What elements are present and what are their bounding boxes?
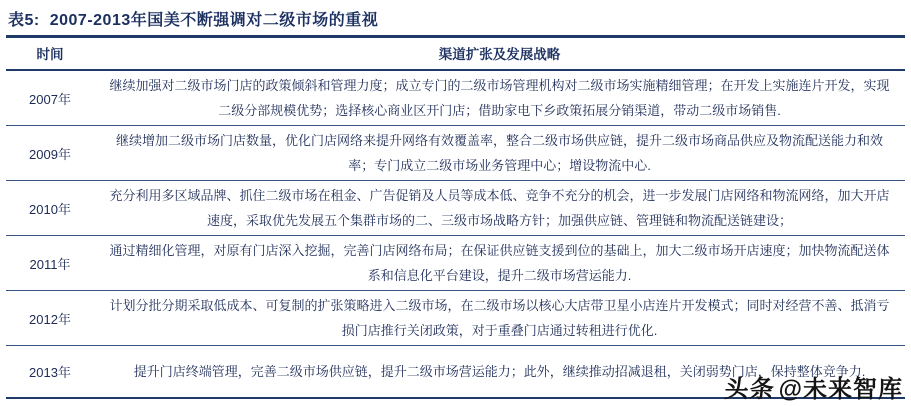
strategy-table bbox=[6, 35, 905, 399]
strategy-cell: 继续增加二级市场门店数量，优化门店网络来提升网络有效覆盖率，整合二级市场供应链，提升二级市场商品供应及物流配送能力和效率；专门成立二级市场业务管理中心；增设物流中心. bbox=[115, 133, 883, 173]
table-row bbox=[6, 290, 905, 345]
strategy-cell: 计划分批分期采取低成本、可复制的扩张策略进入二级市场，在二级市场以核心大店带卫星小店连片开发模式；同时对经营不善、抵消亏损门店推行关闭政策，对于重叠门店通过转租进行优化. bbox=[109, 298, 890, 338]
year-cell: 2012年 bbox=[29, 311, 71, 327]
column-header-time: 时间 bbox=[36, 47, 64, 62]
strategy-cell: 充分利用多区域品牌、抓住二级市场在租金、广告促销及人员等成本低、竞争不充分的机会，进一步发展门店网络和物流网络，加大开店速度，采取优先发展五个集群市场的二、三级市场战略方针；加强供应链、管理链和物流配送链建设； bbox=[109, 188, 890, 228]
year-cell: 2009年 bbox=[29, 146, 71, 162]
table-row bbox=[6, 235, 905, 290]
watermark-handle: @未来智库 bbox=[778, 376, 903, 403]
year-cell: 2011年 bbox=[29, 256, 71, 272]
watermark-brand-logo: 头条 bbox=[722, 376, 776, 403]
table-row bbox=[6, 180, 905, 235]
table-header-row bbox=[6, 38, 905, 71]
year-cell: 2007年 bbox=[29, 91, 71, 107]
column-header-strategy: 渠道扩张及发展战略 bbox=[438, 47, 561, 62]
strategy-cell: 通过精细化管理，对原有门店深入挖掘，完善门店网络布局；在保证供应链支援到位的基础上，加大二级市场开店速度；加快物流配送体系和信息化平台建设，提升二级市场营运能力. bbox=[109, 243, 890, 283]
table-row bbox=[6, 71, 905, 125]
table-title-text: 2007-2013年国美不断强调对二级市场的重视 bbox=[49, 12, 379, 29]
table-row bbox=[6, 125, 905, 180]
table-title bbox=[0, 0, 911, 35]
strategy-cell: 继续加强对二级市场门店的政策倾斜和管理力度；成立专门的二级市场管理机构对二级市场实施精细管理；在开发上实施连片开发，实现二级分部规模优势；选择核心商业区开门店；借助家电下乡政策拓展分销渠道，带动二级市场销售. bbox=[109, 78, 890, 118]
year-cell: 2013年 bbox=[29, 365, 71, 380]
watermark bbox=[722, 369, 903, 404]
strategy-cell: 提升门店终端管理，完善二级市场供应链，提升二级市场营运能力；此外，继续推动招减退租，关闭弱势门店，保持整体竞争力. bbox=[133, 364, 866, 379]
year-cell: 2010年 bbox=[29, 201, 71, 217]
table-number-label: 表5: bbox=[8, 12, 40, 29]
